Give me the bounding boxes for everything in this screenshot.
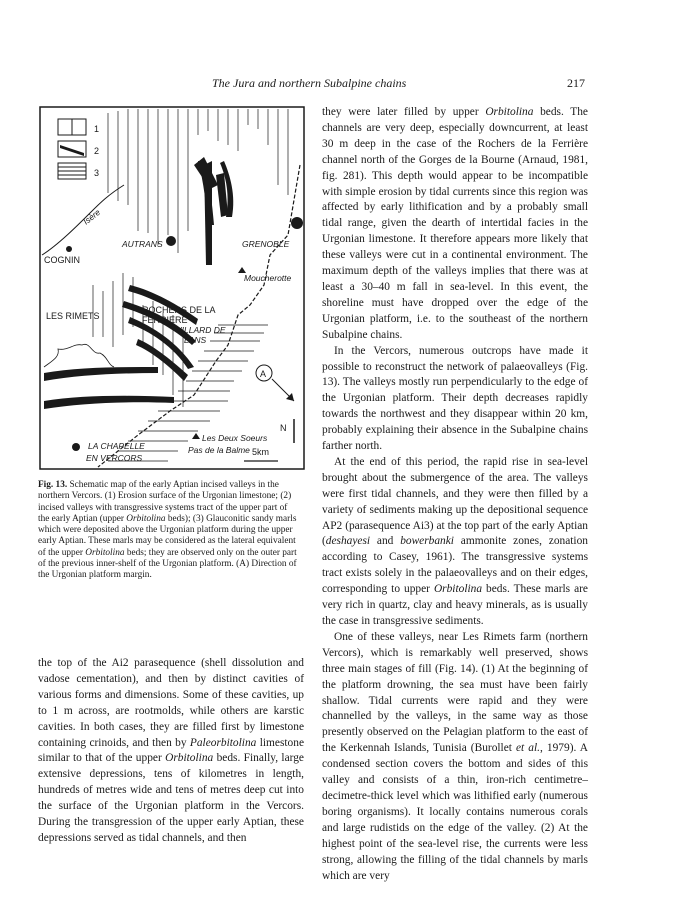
caption-label: Fig. 13.: [38, 480, 68, 490]
right-p1-italic: Orbitolina: [485, 106, 534, 118]
label-scale: 5km: [252, 447, 270, 457]
label-north: N: [280, 423, 287, 433]
legend-label-1: 1: [94, 124, 100, 134]
map-frame: [40, 107, 304, 469]
town-grenoble-dot: [291, 217, 303, 229]
label-chapelle-2: EN VERCORS: [86, 453, 143, 463]
running-title: The Jura and northern Subalpine chains: [212, 76, 407, 90]
right-p3-italic-3: Orbitolina: [433, 583, 483, 596]
label-cognin: COGNIN: [44, 255, 80, 265]
right-paragraph-1: [322, 105, 588, 344]
right-p3-italic-1: deshayesi: [325, 535, 371, 548]
platform-margin-line: [98, 165, 300, 467]
label-isere: Isère: [81, 207, 103, 227]
right-p1-a: they were later filled by upper: [322, 106, 486, 118]
right-p3-b: and: [370, 535, 401, 548]
peak-deux-soeurs-icon: [192, 433, 200, 439]
page-number: 217: [567, 76, 585, 90]
right-p4-italic: et al.: [516, 742, 540, 755]
left-p1-italic-2: Orbitolina: [165, 752, 214, 765]
label-rochers-1: ROCHERS DE LA: [142, 305, 216, 315]
caption-text-3: beds; they are observed only on the outer part of the previous inner-shelf of the Urgonian platform. (A) Direction of the Urgonian platform margin.: [38, 547, 297, 581]
map-legend: [58, 119, 99, 179]
left-p1-italic-1: Paleorbitolina: [189, 736, 257, 749]
label-marker-a: A: [260, 369, 267, 379]
coastline: [44, 344, 114, 367]
caption-text: Schematic map of the early Aptian incised valleys in the northern Vercors. (1) Erosion surface of the Urgonian limestone; (2) incised valleys with transgressive systems tract of the upper part of the early Aptian (upper: [38, 480, 292, 524]
caption-text-2: beds); (3) Glauconitic sandy marls which were deposited above the Urgonian platform during the upper early Aptian. These marls may be considered as the lateral equivalent of the upper: [38, 513, 297, 558]
legend-label-2: 2: [94, 146, 100, 156]
right-p3-italic-2: bowerbanki: [400, 535, 454, 548]
right-p3-a: At the end of this period, the rapid rise in sea-level brought about the submergence of the area. The valleys were first tidal channels, and they were then filled by a variety of sediments making up the depositional sequence AP2 (parasequence Ai3) at the top part of the early Aptian (: [322, 455, 588, 548]
figure-13-map: [38, 105, 308, 475]
legend-label-3: 3: [94, 168, 100, 178]
map-svg: [38, 105, 308, 475]
label-chapelle-1: LA CHAPELLE: [88, 441, 145, 451]
label-villard-1: VILLARD DE: [176, 325, 226, 335]
label-les-rimets: LES RIMETS: [46, 311, 100, 321]
right-p3-c: ammonite zones, zonation according to Casey, 1961). The transgressive systems tract exists solely in the palaeovalleys and on their edges, corresponding to upper: [322, 535, 588, 596]
label-rochers-2: FERRIERE: [142, 315, 188, 325]
label-villard-2: LANS: [184, 335, 207, 345]
right-paragraph-2: In the Vercors, numerous outcrops have made it possible to reconstruct the network of palaeovalleys (Fig. 13). The valleys mostly run perpendicularly to the edge of the Urgonian platform. Their depth decreases rapidly towards the northwest and they disappear within 20 km, probably explaining their absence in the Subalpine chains farther north.: [322, 344, 588, 453]
label-grenoble: GRENOBLE: [242, 239, 290, 249]
right-paragraph-3: [322, 455, 588, 630]
town-cognin-dot: [66, 246, 72, 252]
caption-italic-2: Orbitolina: [85, 547, 125, 558]
figure-caption: [38, 480, 300, 582]
label-autrans: AUTRANS: [122, 239, 163, 249]
left-column-text: [38, 656, 304, 847]
town-autrans-dot: [166, 236, 176, 246]
right-column-text: [322, 105, 588, 884]
label-deux-soeurs: Les Deux Soeurs: [202, 433, 268, 443]
label-moucherotte: Moucherotte: [244, 273, 292, 283]
right-p4-b: , 1979). A condensed section covers the bottom and sides of this valley and consists of a thin, iron-rich centimetre–decimetre-thick level which was lithified early (numerous boring organisms). It locally contains numerous corals and large rudistids on the edge of the valley. (2) At the highest point of the sea-level rise, the currents were less strong, allowing the filling of the tidal channels by marls which are very: [322, 742, 588, 882]
label-pas-balme: Pas de la Balme: [188, 445, 250, 455]
right-p1-b: beds. The channels are very deep, especially downcurrent, at least 30 m deep in the case of the Rochers de la Ferrière channel north of the Gorges de la Bourne (Arnaud, 1981, fig. 281). This depth would appear to be incompatible with simple erosion by tidal currents since this region was affected by early lithification and by a probably small tidal range, given the dearth of intertidal facies in the Urgonian limestone. It therefore appears more likely that these valleys were cut in a continental environment. The maximum depth of the valleys implies that there was at least a 30–40 m fall in sea-level. In this event, the shoreline must have dropped over the edge of the Urgonian platform, i.e. to the southeast of the northern Subalpine chains.: [322, 106, 588, 341]
left-p1-a: the top of the Ai2 parasequence (shell dissolution and vadose cementation), and then by distinct cavities of various forms and dimensions. Some of these cavities, up to 1 m across, are rootmolds, while others are karstic cavities. In both cases, they are filled first by limestone containing crinoids, and then by: [38, 657, 304, 749]
left-paragraph-1: [38, 656, 304, 847]
caption-italic-1: Orbitolina: [126, 513, 166, 524]
left-p1-c: beds. Finally, large extensive depressions, tens of kilometres in length, hundreds of metres wide and tens of metres deep cut into the surface of the Urgonian platform in the Vercors. During the transgression of the upper early Aptian, these depressions served as tidal channels, and then: [38, 752, 304, 844]
left-p1-b: limestone similar to that of the upper: [38, 736, 304, 765]
right-p4-a: One of these valleys, near Les Rimets farm (northern Vercors), which is remarkably well preserved, shows three main stages of fill (Fig. 14). (1) At the beginning of the platform drowning, the sea must have been fairly shallow. Tidal currents were rapid and they were channelled by the valleys, in the same way as those presently observed on the Pelagian platform to the east of the Kerkennah Islands, Tunisia (Burollet: [322, 630, 588, 755]
right-paragraph-4: [322, 630, 588, 885]
right-p3-d: beds. These marls are very rich in quartz, clay and heavy minerals, as is usually the case in transgressive sediments.: [322, 583, 588, 627]
town-chapelle-dot: [72, 443, 80, 451]
